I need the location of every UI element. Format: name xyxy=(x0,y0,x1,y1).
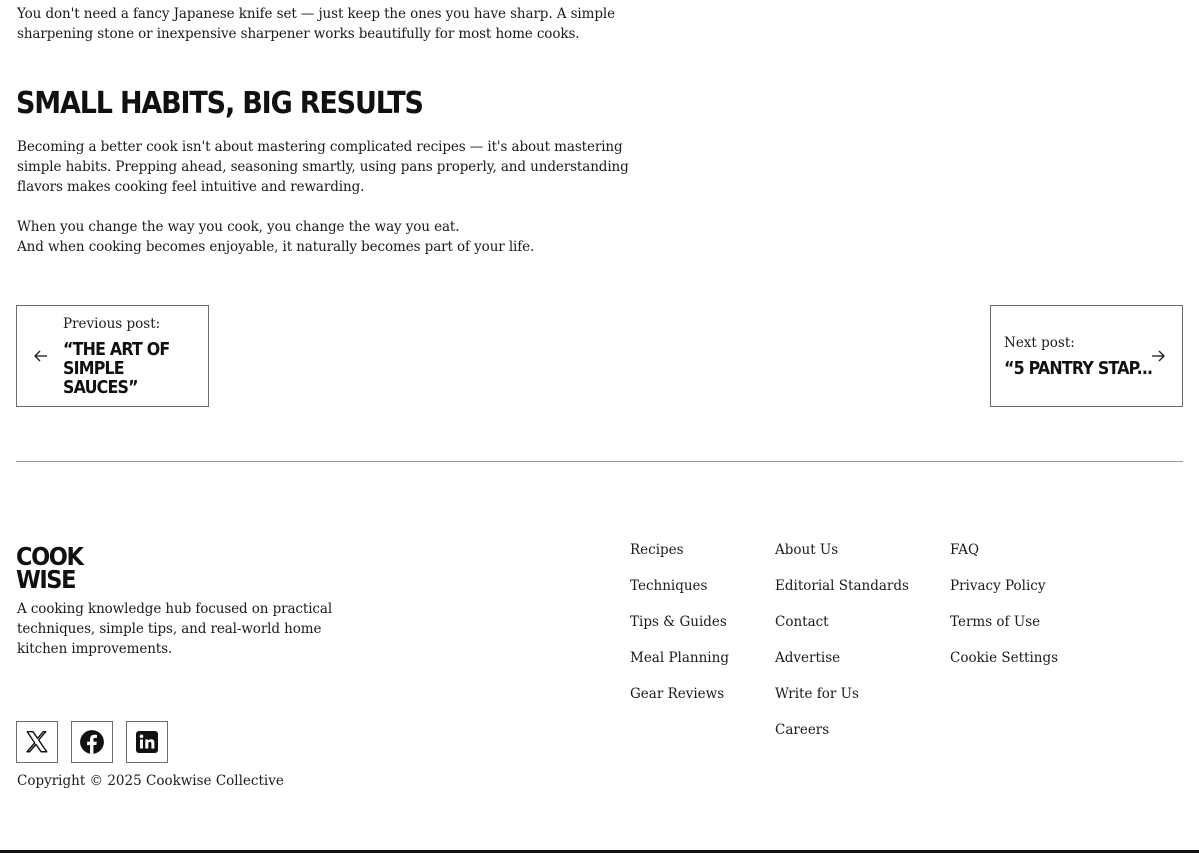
footer-link-cookie-settings[interactable]: Cookie Settings xyxy=(950,650,1059,666)
site-logo[interactable] xyxy=(16,542,83,594)
footer-links-legal xyxy=(950,540,1058,684)
text-line: Becoming a better cook isn't about mastering complicated recipes — it's about mastering xyxy=(17,139,623,155)
text-line: flavors makes cooking feel intuitive and rewarding. xyxy=(17,179,365,195)
previous-post-label: Previous post: xyxy=(63,316,161,332)
copyright-text: Copyright © 2025 Cookwise Collective xyxy=(17,773,284,789)
next-post-link[interactable] xyxy=(990,305,1183,407)
footer-links-company xyxy=(775,540,909,756)
previous-post-link[interactable] xyxy=(16,305,209,407)
logo-line: COOK xyxy=(16,542,83,571)
body-paragraph xyxy=(17,217,607,257)
text-line: You don't need a fancy Japanese knife set — just keep the ones you have sharp. A simple xyxy=(17,6,615,22)
social-links xyxy=(16,721,168,763)
text-line: techniques, simple tips, and real-world home xyxy=(17,621,322,637)
facebook-icon xyxy=(79,729,105,755)
footer-link-careers[interactable]: Careers xyxy=(775,722,830,738)
footer-link-write-for-us[interactable]: Write for Us xyxy=(775,686,859,702)
body-paragraph xyxy=(17,137,629,197)
footer-link-techniques[interactable]: Techniques xyxy=(630,578,708,594)
footer-divider xyxy=(16,461,1183,462)
linkedin-icon xyxy=(135,730,159,754)
footer-description xyxy=(17,599,337,659)
previous-post-title: “THE ART OF SIMPLE SAUCES” xyxy=(63,339,170,398)
footer-link-tips-guides[interactable]: Tips & Guides xyxy=(630,614,727,630)
x-social-button[interactable] xyxy=(16,721,58,763)
text-line: sharpening stone or inexpensive sharpener works beautifully for most home cooks. xyxy=(17,26,580,42)
arrow-left-icon xyxy=(33,348,49,364)
text-line: simple habits. Prepping ahead, seasoning smartly, using pans properly, and understanding xyxy=(17,159,629,175)
footer-link-contact[interactable]: Contact xyxy=(775,614,829,630)
x-icon xyxy=(24,729,50,755)
footer-link-privacy-policy[interactable]: Privacy Policy xyxy=(950,578,1046,594)
footer-link-editorial-standards[interactable]: Editorial Standards xyxy=(775,578,909,594)
text-line: A cooking knowledge hub focused on practical xyxy=(17,601,333,617)
footer-link-terms-of-use[interactable]: Terms of Use xyxy=(950,614,1041,630)
footer-link-gear-reviews[interactable]: Gear Reviews xyxy=(630,686,725,702)
footer-link-meal-planning[interactable]: Meal Planning xyxy=(630,650,729,666)
footer-links-content xyxy=(630,540,729,720)
next-post-label: Next post: xyxy=(1004,335,1075,351)
arrow-right-icon xyxy=(1150,348,1166,364)
facebook-social-button[interactable] xyxy=(71,721,113,763)
linkedin-social-button[interactable] xyxy=(126,721,168,763)
next-post-title: “5 PANTRY STAP... xyxy=(1004,358,1153,379)
footer-link-about-us[interactable]: About Us xyxy=(775,542,839,558)
text-line: And when cooking becomes enjoyable, it naturally becomes part of your life. xyxy=(17,239,535,255)
footer-link-advertise[interactable]: Advertise xyxy=(775,650,841,666)
section-heading: SMALL HABITS, BIG RESULTS xyxy=(16,86,423,121)
intro-paragraph xyxy=(17,4,615,44)
footer-link-recipes[interactable]: Recipes xyxy=(630,542,684,558)
text-line: When you change the way you cook, you change the way you eat. xyxy=(17,219,460,235)
footer-link-faq[interactable]: FAQ xyxy=(950,542,980,558)
text-line: kitchen improvements. xyxy=(17,641,173,657)
logo-line: WISE xyxy=(16,565,76,594)
